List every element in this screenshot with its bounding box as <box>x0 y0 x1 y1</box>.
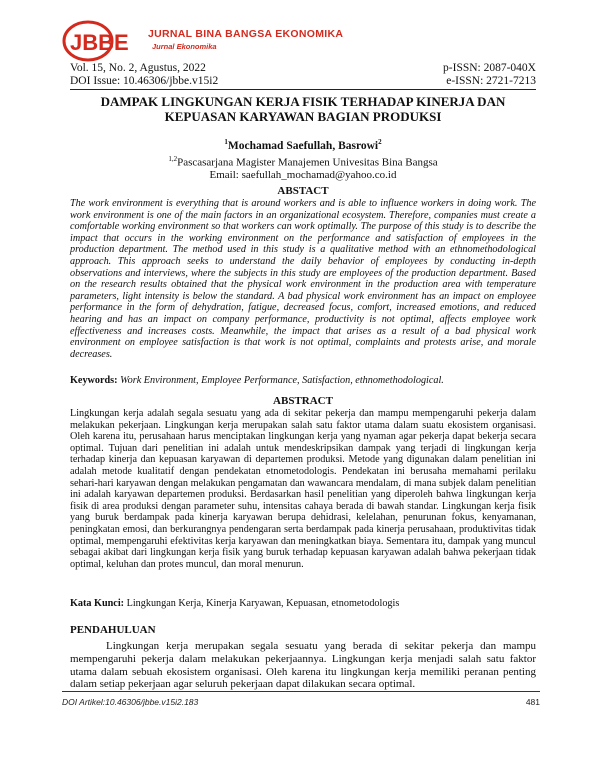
abstract-en-heading: ABSTACT <box>277 185 329 197</box>
author-names <box>70 136 536 153</box>
affiliation-text: Pascasarjana Magister Manajemen Univesitas Bina Bangsa <box>177 156 438 169</box>
keywords-id <box>70 598 536 610</box>
author-marker-2: 2 <box>378 138 382 146</box>
article-title: DAMPAK LINGKUNGAN KERJA FISIK TERHADAP KINERJA DAN KEPUASAN KARYAWAN BAGIAN PRODUKSI <box>100 94 506 124</box>
page-number: 481 <box>525 697 540 707</box>
journal-masthead <box>62 18 542 64</box>
keywords-en-values: Work Environment, Employee Performance, Satisfaction, ethnomethodological. <box>117 375 444 386</box>
doi-issue-line: DOI Issue: 10.46306/jbbe.v15i2 <box>70 75 219 87</box>
issn-info <box>430 62 536 88</box>
author-email: Email: saefullah_mochamad@yahoo.co.id <box>209 169 397 182</box>
header-divider <box>70 89 536 90</box>
e-issn-line: e-ISSN: 2721-7213 <box>446 75 536 87</box>
author-marker-1: 1 <box>224 138 228 146</box>
journal-name: JURNAL BINA BANGSA EKONOMIKA <box>148 28 344 40</box>
keywords-en <box>70 375 536 387</box>
author-block <box>70 136 536 182</box>
section-body-text: Lingkungan kerja merupakan segala sesuatu yang berada di sekitar pekerja dan mampu mempengaruhi pekerja dalam melakukan pekerjaannya. Lingkungan kerja menjadi salah satu faktor utama dalam sebuah ekosistem organisasi. Oleh karena itu lingkungan kerja memiliki peranan penting dalam setiap pekerjaan agar seluruh pekerjaan dapat dilakukan secara optimal. <box>70 640 536 691</box>
keywords-id-values: Lingkungan Kerja, Kinerja Karyawan, Kepuasan, etnometodologis <box>124 598 400 609</box>
author-affiliation <box>70 153 536 170</box>
volume-line: Vol. 15, No. 2, Agustus, 2022 <box>70 62 206 74</box>
keywords-id-label: Kata Kunci: <box>70 598 125 609</box>
p-issn-line: p-ISSN: 2087-040X <box>443 62 536 74</box>
abstract-id-text: Lingkungan kerja adalah segala sesuatu yang ada di sekitar pekerja dan mampu mempengaruhi pekerja dalam melakukan pekerjaan. Lingkungan kerja merupakan salah satu faktor utama dalam suatu ekosistem organisasi. Oleh karena itu, perusahaan harus menciptakan lingkungan kerja yang nyaman agar pekerja dapat bekerja secara optimal. Tujuan dari penelitian ini adalah untuk mendeskripsikan dampak yang terjadi di lingkungan kerja terhadap kinerja dan kepuasan karyawan di departemen produksi. Metode yang digunakan dalam penelitian ini adalah metode kualitatif dengan pendekatan etnometodologis. Pendekatan ini berusaha memahami perilaku sehari-hari karyawan dengan melakukan pengamatan dan wawancara mendalam, di mana subjek dalam penelitian ini adalah karyawan departemen produksi. Berdasarkan hasil penelitian yang diperoleh bahwa lingkungan kerja fisik di area produksi dengan parameter suhu, intensitas cahaya berada di bawah standar. Lingkungan kerja fisik yang buruk berdampak pada kinerja karyawan berupa dehidrasi, kelelahan, penurunan fokus, kenyamanan, peningkatan emosi, dan berkurangnya pendengaran serta berdampak pada kinerja perusahaan, produktivitas tidak optimal, mempengaruhi efektivitas kerja karyawan dan meningkatkan biaya. Sementara itu, dampak yang muncul sebagai akibat dari lingkungan kerja fisik yang buruk terhadap kepuasan karyawan adalah bahwa pekerjaan tidak optimal, keluhan dan protes muncul, dan moral menurun. <box>70 408 536 570</box>
keywords-en-label: Keywords: <box>70 375 118 386</box>
journal-subtitle: Jurnal Ekonomika <box>152 42 217 51</box>
affiliation-marker: 1,2 <box>168 154 178 163</box>
abstract-id-heading: ABSTRACT <box>273 395 333 407</box>
abstract-en-text: The work environment is everything that is around workers and is able to influence workers in doing work. The work environment is one of the main factors in an organizational ecosystem. Therefore, companies must create a comfortable working environment so that workers can work optimally. The purpose of this study is to describe the impact that occurs in the working environment on the performance and satisfaction of employees in the production department. The method used in this study is a qualitative method with an ethnomethodological approach. This approach seeks to understand the daily behavior of employees by conducting in-depth observations and interviews, where the subjects in this study are employees of the production department. Based on the research results obtained that the physical work environment in the production area with temperature parameters, light intensity is below the standard. A bad physical work environment has an impact on employee performance in the form of dehydration, fatigue, decreased focus, comfort, increased emotions, and reduced hearing and has an impact on company performance, productivity is not optimal, affects employee work effectiveness and increases costs. Meanwhile, the impact that arises as a result of a bad physical work environment on employee satisfaction is that work is not optimal, complaints and protests arise, and morale decreases. <box>70 198 536 360</box>
footer-divider <box>62 691 540 692</box>
issue-info <box>70 62 218 88</box>
footer-doi: DOI Artikel:10.46306/jbbe.v15i2.183 <box>62 697 199 707</box>
jbbe-logo-icon <box>62 20 140 62</box>
section-heading-pendahuluan: PENDAHULUAN <box>70 624 156 636</box>
logo-text: JBBE <box>70 30 129 55</box>
author-names-text: Mochamad Saefullah, Basrowi <box>227 139 379 152</box>
